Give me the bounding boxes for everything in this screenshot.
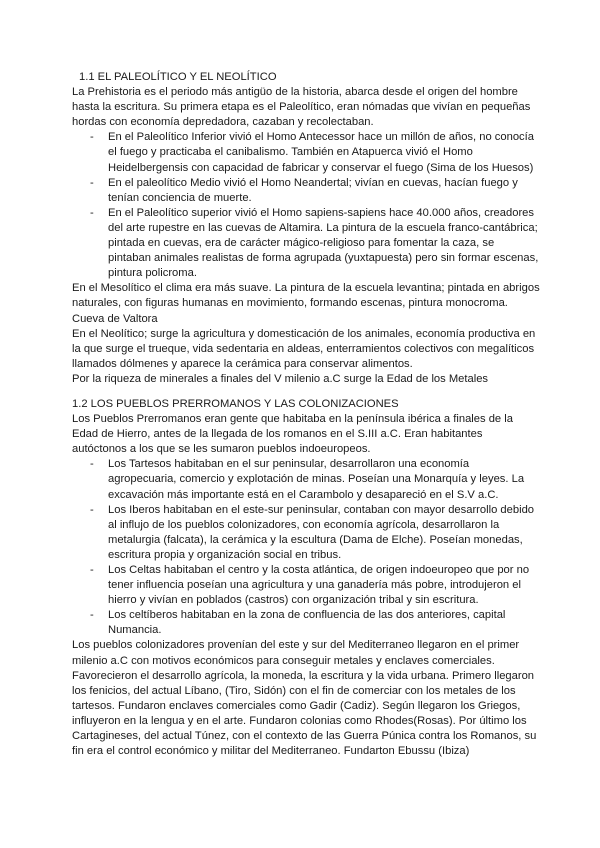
section-title-paleolithic: 1.1 EL PALEOLÍTICO Y EL NEOLÍTICO <box>79 71 277 83</box>
list-item: - En el paleolítico Medio vivió el Homo Neandertal; vivían en cuevas, hacían fuego y tenían conciencia de muerte. <box>72 176 540 206</box>
section-title-prerroman: 1.2 LOS PUEBLOS PRERROMANOS Y LAS COLONIZACIONES <box>72 397 399 410</box>
list-item: - Los Iberos habitaban en el este-sur peninsular, contaban con mayor desarrollo debido al influjo de los pueblos colonizadores, con economía agrícola, desarrollaron la metalurgia (falcata), la cerámica y la escultura (Dama de Elche). Poseían monedas, escritura propia y organización social en tribus. <box>72 503 540 563</box>
paleolithic-list <box>72 130 540 281</box>
paragraph-prerroman-intro: Los Pueblos Prerromanos eran gente que habitaba en la península ibérica a finales de la Edad de Hierro, antes de la llegada de los romanos en el S.III a.C. Eran habitantes autóctonos a los que se les sumaron pueblos indoeuropeos. <box>72 413 513 456</box>
prerroman-peoples-list <box>72 457 540 638</box>
list-item: - Los Celtas habitaban el centro y la costa atlántica, de origen indoeuropeo que por no tener influencia poseían una agricultura y una ganadería más pobre, introdujeron el hierro y vivían en poblados (castros) con organización tribal y sin escritura. <box>72 563 540 608</box>
paragraph-mesolithic: En el Mesolítico el clima era más suave. La pintura de la escuela levantina; pintada en abrigos naturales, con figuras humanas en movimiento, formando escenas, pintura monocroma. Cueva de Valtora <box>72 282 540 325</box>
list-item: - Los Tartesos habitaban en el sur peninsular, desarrollaron una economía agropecuaria, comercio y explotación de minas. Poseían una Monarquía y leyes. La excavación más importante está en el Carambolo y desapareció en el S.V a.C. <box>72 457 540 502</box>
paragraph-prehistory-intro: La Prehistoria es el periodo más antigüo de la historia, abarca desde el origen del hombre hasta la escritura. Su primera etapa es el Paleolítico, eran nómadas que vivían en pequeñas hordas con economía depredadora, cazaban y recolectaban. <box>72 86 531 129</box>
list-item: - En el Paleolítico superior vivió el Homo sapiens-sapiens hace 40.000 años, creadores del arte rupestre en las cuevas de Altamira. La pintura de la escuela franco-cantábrica; pintada en cuevas, era de carácter mágico-religioso para fomentar la caza, se pintaban animales realistas de forma agrupada (yuxtapuesta) pero sin formar escenas, pintura policroma. <box>72 206 540 281</box>
paragraph-neolithic: En el Neolítico; surge la agricultura y domesticación de los animales, economía productiva en la que surge el trueque, vida sedentaria en aldeas, enterramientos colectivos con megalíticos llamados dólmenes y aparece la cerámica para conservar alimentos. <box>72 327 536 370</box>
list-item: - Los celtíberos habitaban en la zona de confluencia de las dos anteriores, capital Numancia. <box>72 608 540 638</box>
list-item: - En el Paleolítico Inferior vivió el Homo Antecessor hace un millón de años, no conocía el fuego y practicaba el canibalismo. También en Atapuerca vivió el Homo Heidelbergensis con capacidad de fabricar y conservar el fuego (Sima de los Huesos) <box>72 130 540 175</box>
paragraph-metals: Por la riqueza de minerales a finales del V milenio a.C surge la Edad de los Metales <box>72 372 489 385</box>
paragraph-colonizers: Los pueblos colonizadores provenían del este y sur del Mediterraneo llegaron en el primer milenio a.C con motivos económicos para conseguir metales y enclaves comerciales. Favorecieron el desarrollo agrícola, la moneda, la escritura y la vida urbana. Primero llegaron los fenicios, del actual Líbano, (Tiro, Sidón) con el fin de comerciar con los metales de los tartesos. Fundaron enclaves comerciales como Gadir (Cadiz). Según llegaron los Griegos, influyeron en la lengua y en el arte. Fundaron colonias como Rhodes(Rosas). Por último los Cartagineses, del actual Túnez, con el contexto de las Guerra Púnica contra los Romanos, su fin era el control económico y militar del Mediterraneo. Fundarton Ebussu (Ibiza) <box>72 639 537 758</box>
